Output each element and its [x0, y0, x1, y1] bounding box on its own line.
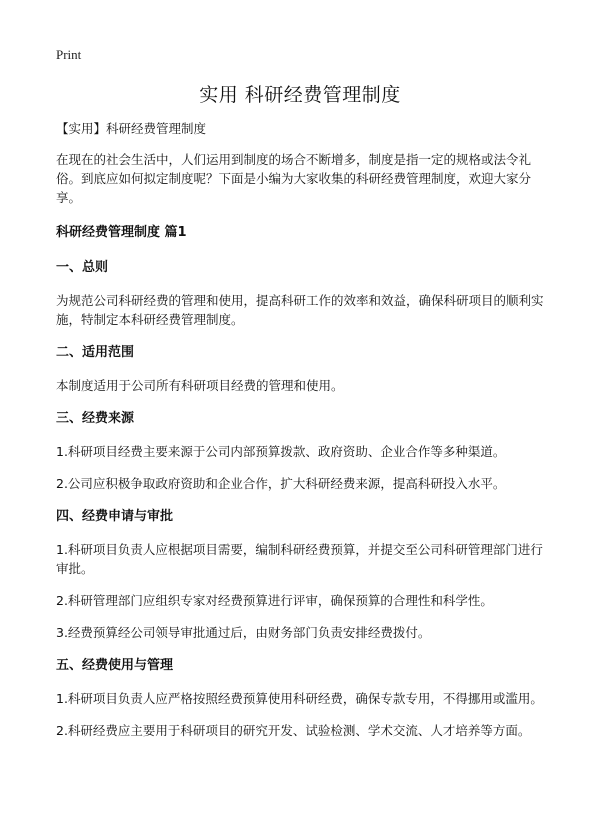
- document-subtitle: 【实用】科研经费管理制度: [56, 121, 207, 136]
- section-paragraph: 2.科研经费应主要用于科研项目的研究开发、试验检测、学术交流、人才培养等方面。: [56, 723, 531, 738]
- section-heading-scope: 二、适用范围: [56, 345, 135, 360]
- intro-paragraph: 在现在的社会生活中，人们运用到制度的场合不断增多，制度是指一定的规格或法令礼俗。到底应如何拟定制度呢？下面是小编为大家收集的科研经费管理制度，欢迎大家分享。: [56, 152, 532, 205]
- section-paragraph: 2.科研管理部门应组织专家对经费预算进行评审，确保预算的合理性和科学性。: [56, 593, 493, 608]
- document-body: [56, 119, 550, 754]
- article-heading: 科研经费管理制度 篇1: [56, 225, 187, 240]
- section-paragraph: 1.科研项目负责人应根据项目需要，编制科研经费预算，并提交至公司科研管理部门进行审批。: [56, 542, 543, 576]
- section-paragraph: 3.经费预算经公司领导审批通过后，由财务部门负责安排经费拨付。: [56, 625, 431, 640]
- section-heading-funding-source: 三、经费来源: [56, 411, 135, 426]
- section-paragraph: 1.科研项目负责人应严格按照经费预算使用科研经费，确保专款专用，不得挪用或滥用。: [56, 691, 543, 706]
- section-paragraph: 2.公司应积极争取政府资助和企业合作，扩大科研经费来源，提高科研投入水平。: [56, 476, 506, 491]
- section-heading-application: 四、经费申请与审批: [56, 509, 174, 524]
- section-paragraph: 为规范公司科研经费的管理和使用，提高科研工作的效率和效益，确保科研项目的顺利实施，特制定本科研经费管理制度。: [56, 293, 544, 327]
- section-heading-general: 一、总则: [56, 260, 109, 275]
- page-title: 实用 科研经费管理制度: [199, 84, 401, 106]
- section-paragraph: 本制度适用于公司所有科研项目经费的管理和使用。: [56, 378, 344, 393]
- section-heading-usage: 五、经费使用与管理: [56, 658, 174, 673]
- section-paragraph: 1.科研项目经费主要来源于公司内部预算拨款、政府资助、企业合作等多种渠道。: [56, 444, 506, 459]
- print-label: Print: [56, 47, 82, 62]
